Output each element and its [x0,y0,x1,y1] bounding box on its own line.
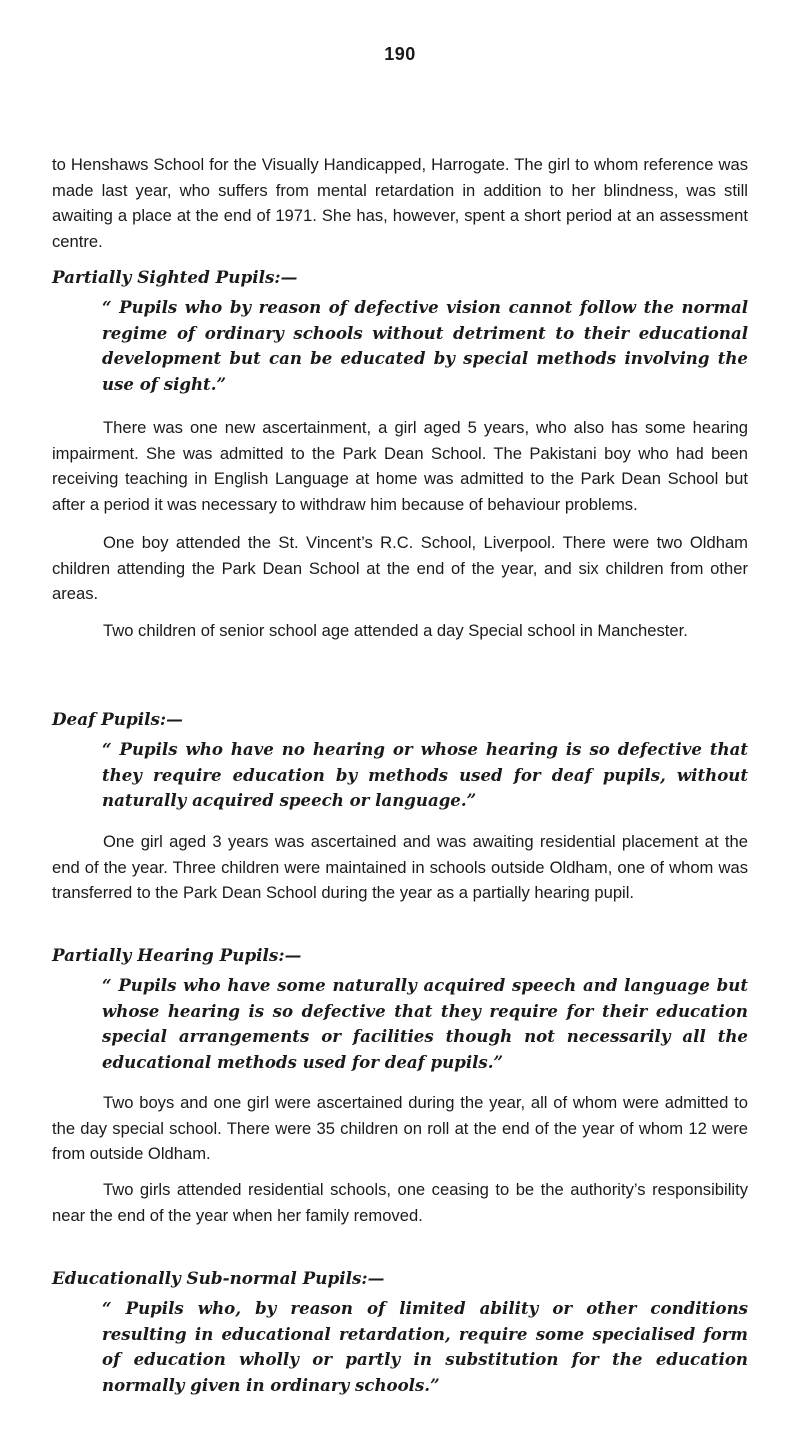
heading-partially-hearing: Partially Hearing Pupils:— [52,945,302,965]
definition-educationally-subnormal: “ Pupils who, by reason of limited ability or other conditions resulting in educational retardation, require some specialised form of education wholly or partly in substitution for the education normally given in ordinary schools.” [102,1298,748,1395]
page-number: 190 [384,44,416,64]
definition-partially-sighted: “ Pupils who by reason of defective vision cannot follow the normal regime of ordinary schools without detriment to their educational development but can be educated by special methods involving the use of sight.” [102,297,748,394]
paragraph-henshaws: to Henshaws School for the Visually Handicapped, Harrogate. The girl to whom reference was made last year, who suffers from mental retardation in addition to her blindness, was still awaiting a place at the end of 1971. She has, however, spent a short period at an assessment centre. [52,155,748,251]
paragraph-girl-aged-3: One girl aged 3 years was ascertained and was awaiting residential placement at the end of the year. Three children were maintained in schools outside Oldham, one of whom was transferred to the Park Dean School during the year as a partially hearing pupil. [52,832,748,903]
definition-deaf: “ Pupils who have no hearing or whose hearing is so defective that they require education by methods used for deaf pupils, without naturally acquired speech or language.” [102,739,748,811]
paragraph-two-boys: Two boys and one girl were ascertained during the year, all of whom were admitted to the day special school. There were 35 children on roll at the end of the year of whom 12 were from outside Oldham. [52,1093,748,1164]
heading-deaf: Deaf Pupils:— [52,709,183,729]
paragraph-two-girls: Two girls attended residential schools, one ceasing to be the authority’s responsibility near the end of the year when her family removed. [52,1180,748,1225]
paragraph-st-vincents: One boy attended the St. Vincent’s R.C. School, Liverpool. There were two Oldham children attending the Park Dean School at the end of the year, and six children from other areas. [52,533,748,604]
heading-educationally-subnormal: Educationally Sub-normal Pupils:— [52,1268,385,1288]
heading-partially-sighted: Partially Sighted Pupils:— [52,267,298,287]
definition-partially-hearing: “ Pupils who have some naturally acquired speech and language but whose hearing is so defective that they require for their education special arrangements or facilities though not necessarily all the educational methods used for deaf pupils.” [102,975,748,1072]
paragraph-senior-school: Two children of senior school age attended a day Special school in Manchester. [103,621,688,640]
paragraph-new-ascertainment: There was one new ascertainment, a girl aged 5 years, who also has some hearing impairment. She was admitted to the Park Dean School. The Pakistani boy who had been receiving teaching in English Language at home was admitted to the Park Dean School but after a period it was necessary to withdraw him because of behaviour problems. [52,418,748,514]
